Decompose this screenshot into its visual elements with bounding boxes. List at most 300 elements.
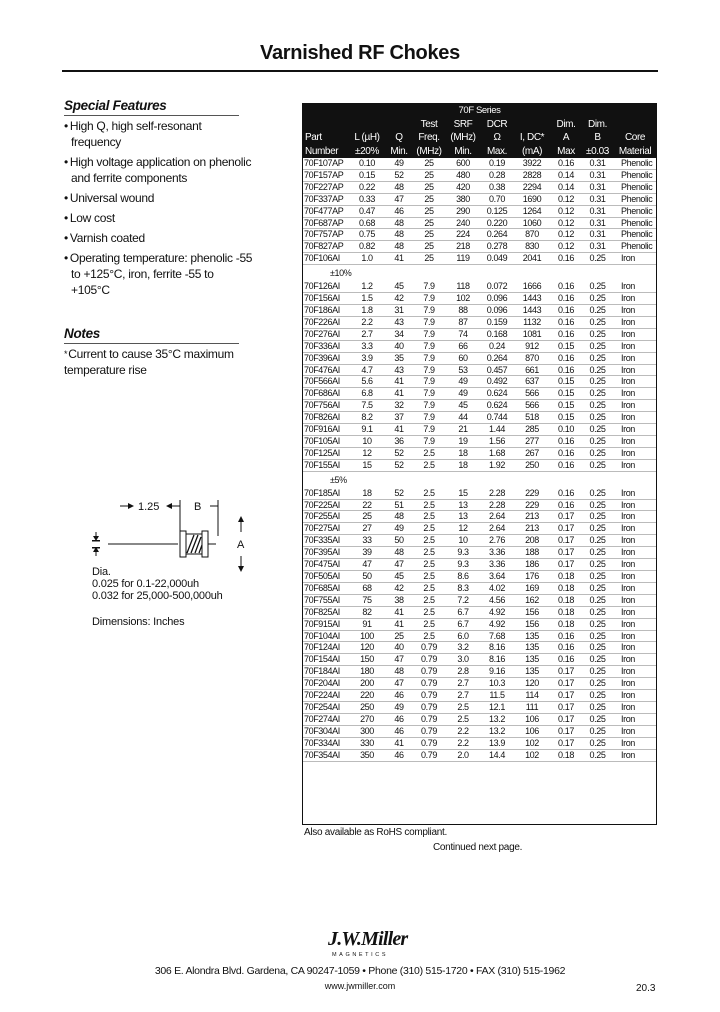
srf-cell: 2.8 [446,666,480,678]
dim-b-cell: 0.25 [582,654,613,666]
dim-b-cell: 0.25 [582,447,613,459]
core-material-cell: Phenolic [613,241,657,253]
table-row [302,435,657,447]
q-min-cell: 47 [386,559,412,571]
part-number-cell: 70F154AI [302,654,348,666]
header-q-1: Q [386,131,412,145]
special-features-heading: Special Features [64,98,167,113]
inductance-cell: 2.7 [348,328,386,340]
inductance-cell: 330 [348,737,386,749]
test-freq-cell: 25 [412,241,446,253]
part-number-cell: 70F396AI [302,352,348,364]
test-freq-cell: 25 [412,205,446,217]
dcr-cell: 0.70 [480,193,514,205]
test-freq-cell: 25 [412,229,446,241]
test-freq-cell: 7.9 [412,304,446,316]
part-number-cell: 70F395AI [302,547,348,559]
core-material-cell: Iron [613,388,657,400]
q-min-cell: 48 [386,666,412,678]
dcr-cell: 2.28 [480,488,514,499]
q-min-cell: 46 [386,205,412,217]
dim-b-cell: 0.25 [582,304,613,316]
part-number-cell: 70F827AP [302,241,348,253]
dcr-cell: 0.624 [480,400,514,412]
inductance-cell: 1.0 [348,253,386,265]
dim-b-cell: 0.25 [582,547,613,559]
table-row [302,193,657,205]
dim-b-cell: 0.25 [582,293,613,305]
header-l-2: ±20% [348,145,386,159]
core-material-cell: Iron [613,364,657,376]
srf-cell: 88 [446,304,480,316]
special-features-rule [64,115,239,116]
dimension-diagram [88,492,268,572]
q-min-cell: 41 [386,606,412,618]
srf-cell: 12 [446,523,480,535]
part-number-cell: 70F335AI [302,535,348,547]
dim-b-cell: 0.31 [582,158,613,169]
feature-item: • High voltage application on phenolic and ferrite components [64,154,254,186]
dcr-cell: 0.264 [480,352,514,364]
idc-cell: 1666 [514,281,550,292]
table-row [302,304,657,316]
inductance-cell: 0.22 [348,181,386,193]
test-freq-cell: 2.5 [412,559,446,571]
inductance-cell: 75 [348,594,386,606]
dcr-cell: 0.049 [480,253,514,265]
dim-a-cell: 0.14 [550,181,582,193]
header-dima-1: Dim. [550,118,582,132]
q-min-cell: 48 [386,229,412,241]
dim-a-cell: 0.16 [550,158,582,169]
dimension-label-1-25: 1.25 [138,501,160,513]
feature-item: • Low cost [64,210,254,226]
table-row [302,217,657,229]
core-material-cell: Iron [613,523,657,535]
part-number-cell: 70F336AI [302,340,348,352]
dcr-cell: 1.68 [480,447,514,459]
inductance-cell: 120 [348,642,386,654]
spec-table-container [302,103,657,762]
idc-cell: 156 [514,606,550,618]
dim-a-cell: 0.15 [550,400,582,412]
inductance-cell: 25 [348,511,386,523]
part-number-cell: 70F105AI [302,435,348,447]
dim-a-cell: 0.16 [550,253,582,265]
part-number-cell: 70F686AI [302,388,348,400]
header-dimb-1: Dim. [582,118,613,132]
test-freq-cell: 2.5 [412,459,446,471]
dim-a-cell: 0.12 [550,205,582,217]
test-freq-cell: 2.5 [412,511,446,523]
table-row [302,582,657,594]
table-row [302,316,657,328]
srf-cell: 13 [446,499,480,511]
inductance-cell: 1.5 [348,293,386,305]
part-number-cell: 70F477AP [302,205,348,217]
header-dima-2: A [550,131,582,145]
header-dcr-3: Max. [480,145,514,159]
dim-b-cell: 0.31 [582,181,613,193]
dim-a-cell: 0.18 [550,749,582,761]
dcr-cell: 0.220 [480,217,514,229]
core-material-cell: Iron [613,340,657,352]
table-row [302,400,657,412]
dim-b-cell: 0.31 [582,169,613,181]
dim-a-cell: 0.16 [550,328,582,340]
srf-cell: 2.5 [446,713,480,725]
inductance-cell: 0.68 [348,217,386,229]
table-row [302,181,657,193]
part-number-cell: 70F126AI [302,281,348,292]
page-number: 20.3 [636,983,656,994]
table-row [302,713,657,725]
table-row [302,241,657,253]
srf-cell: 74 [446,328,480,340]
dcr-cell: 0.168 [480,328,514,340]
q-min-cell: 52 [386,447,412,459]
part-number-cell: 70F155AI [302,459,348,471]
core-material-cell: Iron [613,749,657,761]
test-freq-cell: 2.5 [412,447,446,459]
inductance-cell: 100 [348,630,386,642]
core-material-cell: Phenolic [613,193,657,205]
dimension-label-b: B [194,501,202,513]
q-min-cell: 40 [386,642,412,654]
test-freq-cell: 0.79 [412,666,446,678]
inductance-cell: 82 [348,606,386,618]
idc-cell: 169 [514,582,550,594]
dim-a-cell: 0.16 [550,642,582,654]
part-number-cell: 70F475AI [302,559,348,571]
inductance-cell: 91 [348,618,386,630]
idc-cell: 566 [514,388,550,400]
q-min-cell: 50 [386,535,412,547]
idc-cell: 661 [514,364,550,376]
test-freq-cell: 7.9 [412,364,446,376]
idc-cell: 3922 [514,158,550,169]
idc-cell: 250 [514,459,550,471]
idc-cell: 267 [514,447,550,459]
part-number-cell: 70F156AI [302,293,348,305]
part-number-cell: 70F224AI [302,690,348,702]
header-dimb-3: ±0.03 [582,145,613,159]
spec-table [302,103,657,762]
idc-cell: 1060 [514,217,550,229]
inductance-cell: 18 [348,488,386,499]
inductance-cell: 47 [348,559,386,571]
test-freq-cell: 7.9 [412,352,446,364]
table-row [302,737,657,749]
core-material-cell: Iron [613,281,657,292]
idc-cell: 830 [514,241,550,253]
idc-cell: 1690 [514,193,550,205]
part-number-cell: 70F255AI [302,511,348,523]
inductance-cell: 6.8 [348,388,386,400]
part-number-cell: 70F107AP [302,158,348,169]
dim-b-cell: 0.31 [582,217,613,229]
part-number-cell: 70F755AI [302,594,348,606]
q-min-cell: 31 [386,304,412,316]
idc-cell: 2828 [514,169,550,181]
dimensions-note: Dimensions: Inches [92,616,185,628]
dim-a-cell: 0.17 [550,511,582,523]
table-row [302,459,657,471]
dim-a-cell: 0.16 [550,435,582,447]
test-freq-cell: 7.9 [412,281,446,292]
part-number-cell: 70F476AI [302,364,348,376]
test-freq-cell: 0.79 [412,690,446,702]
inductance-cell: 15 [348,459,386,471]
srf-cell: 45 [446,400,480,412]
q-min-cell: 46 [386,749,412,761]
test-freq-cell: 2.5 [412,499,446,511]
dim-a-cell: 0.17 [550,725,582,737]
dim-a-cell: 0.17 [550,666,582,678]
core-material-cell: Iron [613,435,657,447]
table-row [302,376,657,388]
header-test-3: (MHz) [412,145,446,159]
inductance-cell: 22 [348,499,386,511]
srf-cell: 600 [446,158,480,169]
srf-cell: 18 [446,447,480,459]
part-number-cell: 70F826AI [302,412,348,424]
jw-miller-logo: J.W.Miller [328,928,408,950]
dcr-cell: 0.624 [480,388,514,400]
dim-a-cell: 0.17 [550,737,582,749]
dim-a-cell: 0.18 [550,594,582,606]
idc-cell: 637 [514,376,550,388]
test-freq-cell: 0.79 [412,725,446,737]
dcr-cell: 1.56 [480,435,514,447]
table-row [302,499,657,511]
table-row [302,630,657,642]
dim-b-cell: 0.25 [582,499,613,511]
idc-cell: 870 [514,352,550,364]
part-number-cell: 70F687AP [302,217,348,229]
dim-a-cell: 0.18 [550,571,582,583]
dcr-cell: 13.9 [480,737,514,749]
header-dcr-1: DCR [480,118,514,132]
dim-b-cell: 0.25 [582,328,613,340]
idc-cell: 188 [514,547,550,559]
dcr-cell: 2.28 [480,499,514,511]
part-number-cell: 70F276AI [302,328,348,340]
srf-cell: 87 [446,316,480,328]
core-material-cell: Iron [613,666,657,678]
header-srf-3: Min. [446,145,480,159]
idc-cell: 162 [514,594,550,606]
dim-a-cell: 0.16 [550,281,582,292]
dcr-cell: 3.36 [480,547,514,559]
test-freq-cell: 7.9 [412,424,446,436]
inductance-cell: 0.47 [348,205,386,217]
dim-a-cell: 0.15 [550,340,582,352]
srf-cell: 119 [446,253,480,265]
idc-cell: 102 [514,749,550,761]
srf-cell: 2.5 [446,701,480,713]
table-row [302,559,657,571]
test-freq-cell: 7.9 [412,293,446,305]
q-min-cell: 41 [386,737,412,749]
dcr-cell: 0.096 [480,304,514,316]
dcr-cell: 2.76 [480,535,514,547]
srf-cell: 3.0 [446,654,480,666]
dcr-cell: 9.16 [480,666,514,678]
table-row [302,169,657,181]
test-freq-cell: 7.9 [412,340,446,352]
dim-b-cell: 0.31 [582,205,613,217]
test-freq-cell: 25 [412,158,446,169]
idc-cell: 186 [514,559,550,571]
part-number-cell: 70F915AI [302,618,348,630]
table-row [302,535,657,547]
inductance-cell: 27 [348,523,386,535]
dim-b-cell: 0.25 [582,364,613,376]
test-freq-cell: 0.79 [412,678,446,690]
part-number-cell: 70F274AI [302,713,348,725]
inductance-cell: 12 [348,447,386,459]
inductance-cell: 220 [348,690,386,702]
core-material-cell: Iron [613,376,657,388]
core-material-cell: Iron [613,701,657,713]
dim-a-cell: 0.12 [550,193,582,205]
idc-cell: 114 [514,690,550,702]
company-address: 306 E. Alondra Blvd. Gardena, CA 90247-1059 • Phone (310) 515-1720 • FAX (310) 515-1962 [154,965,566,977]
dim-a-cell: 0.16 [550,459,582,471]
dim-a-cell: 0.16 [550,499,582,511]
dcr-cell: 3.36 [480,559,514,571]
dim-a-cell: 0.17 [550,547,582,559]
dim-a-cell: 0.17 [550,523,582,535]
idc-cell: 135 [514,630,550,642]
notes-text-block [64,346,254,378]
feature-item: • Operating temperature: phenolic -55 to +125°C, iron, ferrite -55 to +105°C [64,250,254,298]
srf-cell: 53 [446,364,480,376]
dcr-cell: 11.5 [480,690,514,702]
idc-cell: 176 [514,571,550,583]
core-material-cell: Phenolic [613,217,657,229]
core-material-cell: Phenolic [613,169,657,181]
core-material-cell: Iron [613,488,657,499]
q-min-cell: 36 [386,435,412,447]
q-min-cell: 41 [386,388,412,400]
tolerance-row [302,265,657,282]
q-min-cell: 47 [386,654,412,666]
dcr-cell: 0.159 [480,316,514,328]
idc-cell: 1443 [514,304,550,316]
table-row [302,424,657,436]
dim-b-cell: 0.25 [582,376,613,388]
dim-b-cell: 0.25 [582,535,613,547]
table-row [302,205,657,217]
header-dcr-2: Ω [480,131,514,145]
test-freq-cell: 7.9 [412,435,446,447]
core-material-cell: Iron [613,293,657,305]
dim-b-cell: 0.25 [582,412,613,424]
header-part-1: Part [302,131,348,145]
core-material-cell: Iron [613,253,657,265]
core-material-cell: Iron [613,447,657,459]
q-min-cell: 34 [386,328,412,340]
inductance-cell: 7.5 [348,400,386,412]
dim-b-cell: 0.25 [582,642,613,654]
dcr-cell: 4.56 [480,594,514,606]
dim-a-cell: 0.16 [550,630,582,642]
srf-cell: 18 [446,459,480,471]
dcr-cell: 4.92 [480,606,514,618]
q-min-cell: 45 [386,281,412,292]
core-material-cell: Iron [613,304,657,316]
website-link[interactable]: www.jwmiller.com [324,981,396,991]
inductance-cell: 50 [348,571,386,583]
dim-a-cell: 0.10 [550,424,582,436]
q-min-cell: 46 [386,690,412,702]
core-material-cell: Iron [613,725,657,737]
dim-b-cell: 0.25 [582,316,613,328]
part-number-cell: 70F226AI [302,316,348,328]
dim-b-cell: 0.25 [582,713,613,725]
inductance-cell: 2.2 [348,316,386,328]
part-number-cell: 70F124AI [302,642,348,654]
table-row [302,642,657,654]
dcr-cell: 4.02 [480,582,514,594]
dim-a-cell: 0.15 [550,376,582,388]
q-min-cell: 48 [386,217,412,229]
idc-cell: 135 [514,654,550,666]
inductance-cell: 200 [348,678,386,690]
table-row [302,388,657,400]
inductance-cell: 0.82 [348,241,386,253]
srf-cell: 8.6 [446,571,480,583]
part-number-cell: 70F566AI [302,376,348,388]
idc-cell: 213 [514,523,550,535]
core-material-cell: Iron [613,737,657,749]
srf-cell: 480 [446,169,480,181]
dimension-label-a: A [237,539,245,551]
test-freq-cell: 2.5 [412,618,446,630]
inductance-cell: 10 [348,435,386,447]
test-freq-cell: 0.79 [412,701,446,713]
part-number-cell: 70F304AI [302,725,348,737]
inductance-cell: 0.15 [348,169,386,181]
inductance-cell: 350 [348,749,386,761]
table-row [302,253,657,265]
q-min-cell: 52 [386,169,412,181]
feature-item: • High Q, high self-resonant frequency [64,118,254,150]
idc-cell: 1443 [514,293,550,305]
test-freq-cell: 0.79 [412,713,446,725]
part-number-cell: 70F505AI [302,571,348,583]
table-row [302,352,657,364]
table-row [302,618,657,630]
srf-cell: 118 [446,281,480,292]
dim-a-cell: 0.17 [550,713,582,725]
dcr-cell: 0.19 [480,158,514,169]
srf-cell: 66 [446,340,480,352]
core-material-cell: Iron [613,352,657,364]
dcr-cell: 0.492 [480,376,514,388]
table-row [302,229,657,241]
core-material-cell: Phenolic [613,205,657,217]
test-freq-cell: 0.79 [412,737,446,749]
dim-b-cell: 0.25 [582,388,613,400]
test-freq-cell: 25 [412,193,446,205]
srf-cell: 49 [446,376,480,388]
srf-cell: 6.7 [446,618,480,630]
core-material-cell: Iron [613,316,657,328]
idc-cell: 102 [514,737,550,749]
